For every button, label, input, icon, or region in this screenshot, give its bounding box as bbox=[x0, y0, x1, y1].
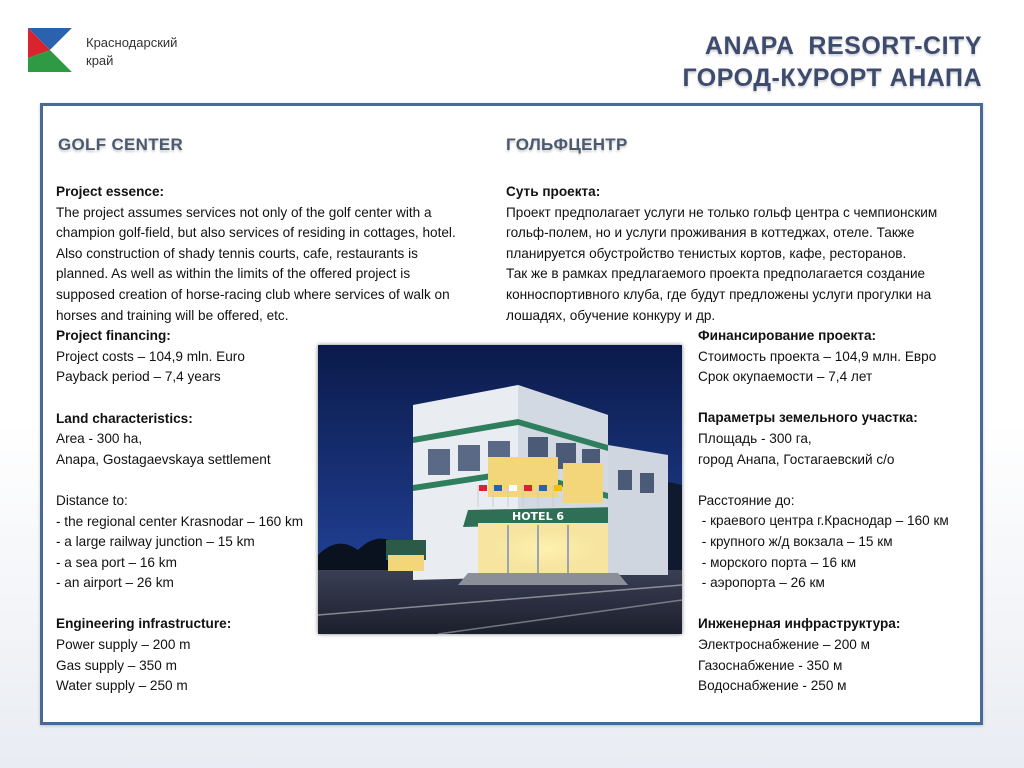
english-distance-line: - a sea port – 16 km bbox=[56, 554, 177, 570]
english-land-line: Anapa, Gostagaevskaya settlement bbox=[56, 451, 271, 467]
russian-land-line: Площадь - 300 га, bbox=[698, 430, 812, 446]
russian-essence-line: Проект предполагает услуги не только гольф центра с чемпионским bbox=[506, 204, 938, 220]
english-land-label: Land characteristics: bbox=[56, 410, 193, 426]
russian-infra-label: Инженерная инфраструктура: bbox=[698, 616, 901, 632]
russian-infra-line: Газоснабжение - 350 м bbox=[698, 657, 843, 673]
english-distance-line: - an airport – 26 km bbox=[56, 575, 174, 591]
page-title bbox=[682, 30, 982, 94]
page-title-russian: ГОРОД-КУРОРТ АНАПА bbox=[682, 64, 982, 92]
english-infra-line: Gas supply – 350 m bbox=[56, 657, 177, 673]
russian-essence-line: планируется обустройство тенистых кортов, кафе, ресторанов. bbox=[506, 245, 907, 261]
english-financing-line: Payback period – 7,4 years bbox=[56, 369, 221, 385]
english-essence-line: supposed creation of horse-racing club where services of walk on bbox=[56, 286, 450, 302]
hotel-night-illustration bbox=[318, 345, 682, 634]
english-essence-line: horses and training will be offered, etc. bbox=[56, 307, 289, 323]
russian-infra-line: Электроснабжение – 200 м bbox=[698, 636, 870, 652]
spacer bbox=[698, 388, 978, 409]
russian-essence-line: Так же в рамках предлагаемого проекта предполагается создание bbox=[506, 266, 926, 282]
krasnodar-logo-icon bbox=[28, 28, 78, 74]
section-title-english: GOLF CENTER bbox=[58, 135, 184, 154]
english-distance-line: - the regional center Krasnodar – 160 km bbox=[56, 513, 304, 529]
russian-essence-label: Суть проекта: bbox=[506, 184, 601, 199]
russian-details-block bbox=[698, 326, 978, 697]
english-essence-line: champion golf-field, but also services of residing in cottages, hotel. bbox=[56, 225, 456, 241]
russian-distance-line: - морского порта – 16 км bbox=[698, 554, 857, 570]
russian-financing-line: Срок окупаемости – 7,4 лет bbox=[698, 369, 873, 385]
english-essence-line: Also construction of shady tennis courts, cafe, restaurants is bbox=[56, 245, 418, 261]
english-essence-label: Project essence: bbox=[56, 184, 165, 199]
russian-distance-line: - крупного ж/д вокзала – 15 км bbox=[698, 533, 893, 549]
english-infra-line: Power supply – 200 m bbox=[56, 637, 191, 653]
russian-essence-line: конноспортивного клуба, где будут предложены услуги прогулки на bbox=[506, 286, 932, 302]
russian-distance-label: Расстояние до: bbox=[698, 492, 795, 508]
russian-essence-line: гольф-полем, но и услуги проживания в коттеджах, отеле. Также bbox=[506, 225, 915, 241]
english-land-line: Area - 300 ha, bbox=[56, 431, 143, 447]
russian-distance-line: - краевого центра г.Краснодар – 160 км bbox=[698, 513, 949, 529]
russian-financing-label: Финансирование проекта: bbox=[698, 328, 877, 343]
russian-land-line: город Анапа, Гостагаевский с/о bbox=[698, 451, 895, 467]
english-financing-line: Project costs – 104,9 mln. Euro bbox=[56, 348, 245, 364]
hotel-sign-text: HOTEL 6 bbox=[512, 510, 565, 523]
english-essence-line: planned. As well as within the limits of the offered project is bbox=[56, 266, 411, 282]
russian-distance-line: - аэропорта – 26 км bbox=[698, 575, 825, 591]
logo-line-1: Краснодарский bbox=[86, 35, 178, 50]
krasnodar-krai-logo bbox=[28, 28, 228, 78]
hotel-photo bbox=[318, 345, 682, 634]
english-distance-line: - a large railway junction – 15 km bbox=[56, 534, 255, 550]
section-title-russian: ГОЛЬФЦЕНТР bbox=[506, 135, 628, 154]
english-infra-label: Engineering infrastructure: bbox=[56, 616, 232, 632]
russian-financing-line: Стоимость проекта – 104,9 млн. Евро bbox=[698, 348, 937, 364]
page-title-english: ANAPA RESORT-CITY bbox=[704, 32, 982, 60]
logo-text bbox=[86, 34, 226, 70]
russian-essence-block bbox=[506, 182, 966, 326]
english-distance-label: Distance to: bbox=[56, 492, 128, 508]
spacer bbox=[698, 594, 978, 615]
english-financing-label: Project financing: bbox=[56, 328, 171, 344]
russian-infra-line: Водоснабжение - 250 м bbox=[698, 678, 847, 694]
english-essence-line: The project assumes services not only of the golf center with a bbox=[56, 204, 432, 220]
spacer bbox=[698, 470, 978, 491]
russian-land-label: Параметры земельного участка: bbox=[698, 410, 918, 426]
english-infra-line: Water supply – 250 m bbox=[56, 678, 188, 694]
russian-essence-line: лошадях, обучение конкуру и др. bbox=[506, 307, 716, 323]
logo-line-2: край bbox=[86, 53, 114, 68]
